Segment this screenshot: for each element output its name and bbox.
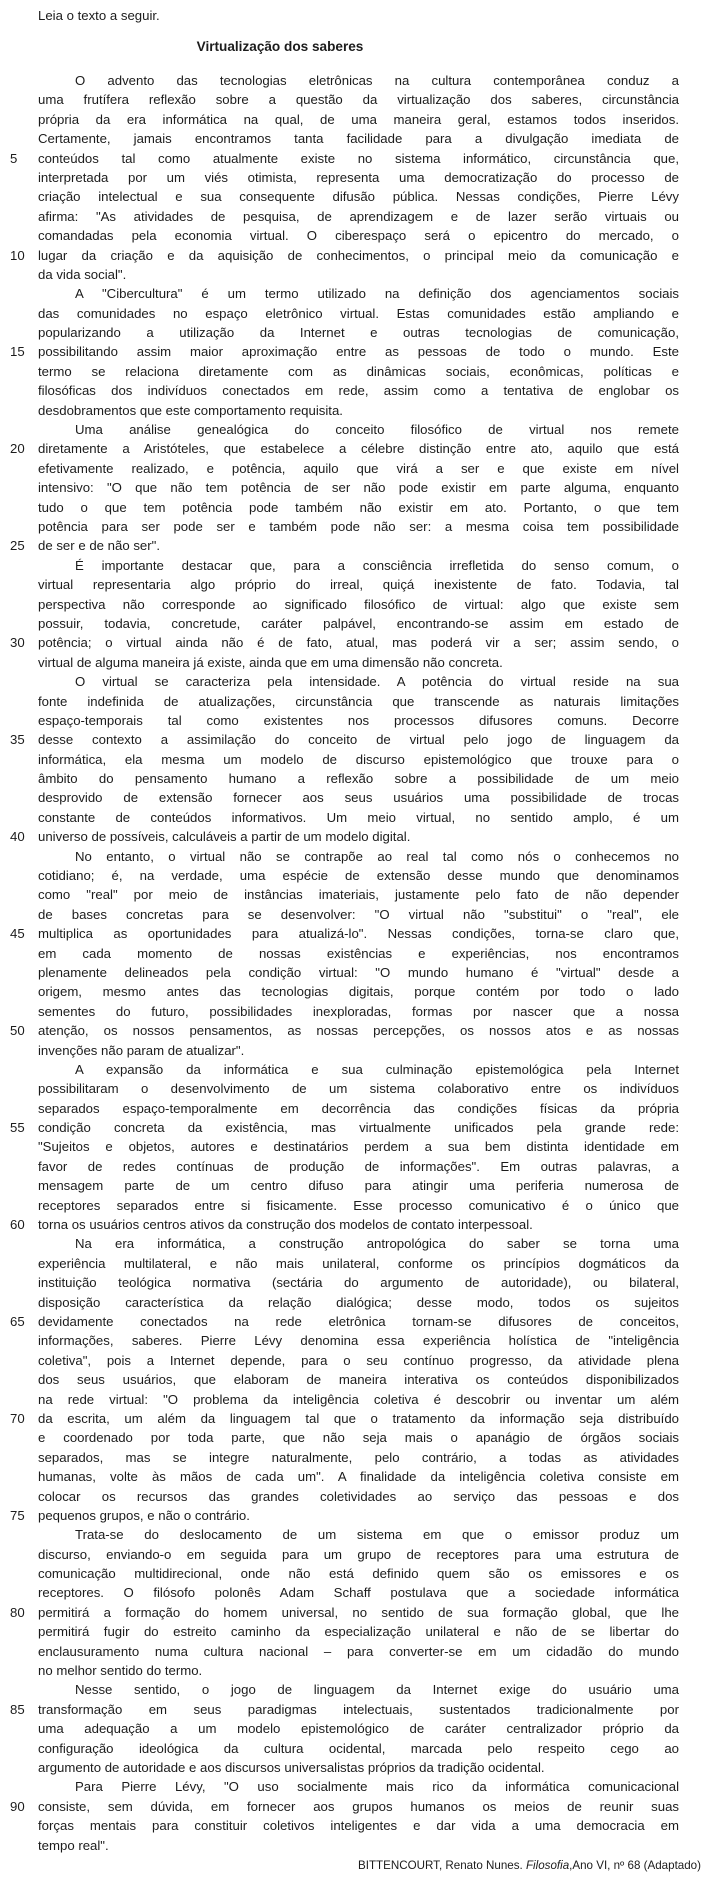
line-number [0,1816,38,1835]
text-line-row [0,924,710,943]
line-number [0,1390,38,1409]
text-line-row [0,226,710,245]
text-line: efetivamente realizado, e potência, aquilo que virá a ser e que existe em nível [38,460,679,476]
text-line-row [0,478,710,497]
text-line-row [0,1041,710,1060]
text-line-row [0,1215,710,1234]
text-line: favor de redes contínuas de produção de informações". Em outras palavras, a [38,1158,679,1174]
text-line-row [0,1234,710,1253]
line-number: 35 [10,732,25,748]
text-line: No entanto, o virtual não se contrapõe ao real tal como nós o conhecemos no [75,848,679,864]
text-line-row [0,1836,710,1855]
line-number: 60 [10,1217,25,1233]
text-line-row [0,653,710,672]
text-line-row [0,827,710,846]
line-number [0,71,38,90]
line-number: 85 [10,1701,25,1717]
line-number [0,323,38,342]
text-line-row [0,1525,710,1544]
line-number [0,1583,38,1602]
line-number [0,1099,38,1118]
text-line-row [0,1060,710,1079]
line-number [0,381,38,400]
line-number [0,401,38,420]
line-number [0,1137,38,1156]
line-number: 45 [10,926,25,942]
text-line: termo se relaciona diretamente com as dinâmicas sociais, econômicas, políticas e [38,363,679,379]
text-line-row [0,711,710,730]
line-number [0,1739,38,1758]
line-number [0,420,38,439]
text-line: da vida social". [38,266,127,282]
line-number [0,1487,38,1506]
line-number: 25 [10,538,25,554]
line-number [0,1234,38,1253]
text-line: consiste, sem dúvida, em fornecer aos grupos humanos os meios de reunir suas [38,1798,679,1814]
line-number [0,1448,38,1467]
text-line: comunicação multidirecional, onde não está definido quem são os emissores e os [38,1566,679,1582]
text-line: Na era informática, a construção antropológica do saber se torna uma [75,1236,679,1252]
text-line: A "Cibercultura" é um termo utilizado na definição dos agenciamentos sociais [75,286,679,302]
text-line: comandadas pela economia virtual. O ciberespaço será o epicentro do mercado, o [38,228,679,244]
text-line-row [0,769,710,788]
line-number [0,711,38,730]
text-line: virtual representaria algo próprio do irreal, quiçá inexistente de fato. Todavia, tal [38,577,679,593]
text-line-row [0,808,710,827]
text-line: enclausuramento numa cultura nacional – para converter-se em um cidadão do mundo [38,1643,679,1659]
line-number [0,1041,38,1060]
line-number [0,1467,38,1486]
text-line-row [0,1370,710,1389]
text-line: tempo real". [38,1837,109,1853]
line-number [0,1176,38,1195]
text-line: uma frutífera reflexão sobre a questão da virtualização dos saberes, circunstância [38,92,679,108]
text-line-row [0,187,710,206]
text-line: discurso, enviando-o em seguida para um grupo de receptores para uma estrutura de [38,1546,679,1562]
line-number: 65 [10,1314,25,1329]
line-number [0,207,38,226]
text-line-row [0,1603,710,1622]
text-line: Certamente, jamais encontramos tanta facilidade para a divulgação imediata de [38,131,679,147]
text-line: da escrita, um além da linguagem tal que o tratamento da informação seja distribuído [38,1410,679,1426]
text-line: virtual de alguma maneira já existe, ainda que em uma dimensão não concreta. [38,654,503,670]
text-line-row [0,1758,710,1777]
text-line-row [0,730,710,749]
line-number [0,1293,38,1312]
line-number [0,866,38,885]
text-line: atenção, os nossos pensamentos, as nossas percepções, os nossos atos e as nossas [38,1023,679,1039]
text-line-row [0,90,710,109]
text-line-row [0,1157,710,1176]
text-line-row [0,110,710,129]
text-line: potência; o virtual ainda não é de fato, atual, mas poderá vir a ser; assim sendo, o [38,635,679,651]
line-number [0,885,38,904]
line-number [0,1836,38,1855]
text-line-row [0,342,710,361]
text-line: informática, ela mesma um modelo de discurso epistemológico que trouxe para o [38,751,679,767]
text-line: permitirá a formação do homem universal, no sentido de sua formação global, que lhe [38,1604,679,1620]
line-number [0,1002,38,1021]
line-number [0,168,38,187]
text-line: O advento das tecnologias eletrônicas na cultura contemporânea conduz a [75,73,679,88]
text-line-row [0,1409,710,1428]
line-number [0,808,38,827]
text-line-row [0,1099,710,1118]
text-line-row [0,1254,710,1273]
text-line-row [0,847,710,866]
text-line: intensivo: "O que não tem potência de ser não pode existir em parte alguma, enquanto [38,480,679,496]
text-line-row [0,1739,710,1758]
text-line: espaço-temporais tal como existentes nos processos difusores comuns. Decorre [38,712,679,728]
text-line-row [0,71,710,90]
line-number: 80 [10,1604,25,1620]
text-line: receptores separados entre si fisicamente. Esse processo comunicativo é o único que [38,1197,679,1213]
text-line-row [0,672,710,691]
text-line: possibilitaram o desenvolvimento de um sistema colaborativo entre os indivíduos [38,1081,679,1097]
text-line-row [0,459,710,478]
text-line: lugar da criação e da aquisição de conhecimentos, o principal meio da comunicação e [38,247,679,263]
text-line: receptores. O filósofo polonês Adam Schaff postulava que a sociedade informática [38,1585,679,1601]
text-line: experiência multilateral, e não mais unilateral, conforme os princípios dogmáticos da [38,1255,679,1271]
text-line-row [0,750,710,769]
line-number [0,1157,38,1176]
text-line: condição concreta da existência, mas virtualmente unificados pela grande rede: [38,1120,679,1136]
text-line: plenamente delineados pela condição virtual: "O mundo humano é "virtual" desde a [38,964,679,980]
text-line: uma adequação a um modelo epistemológico de caráter centralizador próprio da [38,1721,679,1737]
text-line: Uma análise genealógica do conceito filosófico de virtual nos remete [75,422,679,438]
line-number [0,304,38,323]
text-line: filosóficas dos indivíduos conectados em rede, assim como a tentativa de englobar os [38,383,679,399]
text-line: Nesse sentido, o jogo de linguagem da Internet exige do usuário uma [75,1682,679,1698]
text-line-row [0,362,710,381]
text-line-row [0,595,710,614]
text-line: O virtual se caracteriza pela intensidade. A potência do virtual reside na sua [75,674,679,690]
line-number [0,692,38,711]
line-number [0,1254,38,1273]
text-line: coletiva", pois a Internet depende, para o seu contínuo progresso, da atividade plena [38,1352,679,1368]
text-line-row [0,1118,710,1137]
text-line-row [0,866,710,885]
text-line: criação intelectual e sua consequente difusão pública. Nessas condições, Pierre Lévy [38,189,679,205]
line-number [0,1642,38,1661]
text-line: interpretada por um viés otimista, representa uma democratização do processo de [38,169,679,185]
text-line-row [0,1487,710,1506]
text-line-row [0,439,710,458]
line-number [0,595,38,614]
text-line-row [0,1312,710,1331]
text-line: universo de possíveis, calculáveis a partir de um modelo digital. [38,829,411,845]
line-number: 90 [10,1798,25,1814]
citation-author: BITTENCOURT, Renato Nunes. [358,1858,526,1872]
line-number: 15 [10,344,25,360]
text-line-row [0,614,710,633]
line-number [0,672,38,691]
text-line-row [0,1351,710,1370]
text-line-row [0,168,710,187]
line-number [0,1777,38,1796]
text-line-row [0,1176,710,1195]
text-line-row [0,1196,710,1215]
text-line-row [0,149,710,168]
line-number [0,1719,38,1738]
line-number [0,769,38,788]
text-line-row [0,575,710,594]
text-line: torna os usuários centros ativos da construção dos modelos de contato interpessoal. [38,1217,533,1233]
text-line: na rede virtual: "O problema da inteligência coletiva é descobrir ou inventar um além [38,1391,679,1407]
line-number [0,459,38,478]
citation-issue: ,Ano VI, nº 68 (Adaptado) [569,1858,701,1872]
text-line-row [0,517,710,536]
line-number [0,1564,38,1583]
text-body [0,71,710,1855]
text-line-row [0,265,710,284]
text-line: conteúdos tal como atualmente existe no sistema informático, circunstância que, [38,150,679,166]
text-line: sementes do futuro, possibilidades inexploradas, formas por nascer que a nossa [38,1003,679,1019]
line-number [0,1196,38,1215]
text-line-row [0,1079,710,1098]
line-number [0,1545,38,1564]
text-line-row [0,1467,710,1486]
line-number [0,788,38,807]
text-line: Trata-se do deslocamento de um sistema em que o emissor produz um [75,1527,679,1543]
line-number: 30 [10,635,25,651]
text-line: humanas, volte às mãos de cada um". A finalidade da inteligência coletiva consiste em [38,1469,679,1485]
text-line: configuração ideológica da cultura ocidental, marcada pelo respeito cego ao [38,1740,679,1756]
text-line-row [0,1583,710,1602]
text-line: mensagem parte de um centro difuso para atingir uma periferia numerosa de [38,1178,679,1194]
text-line-row [0,982,710,1001]
line-number [0,1661,38,1680]
citation-work-title: Filosofia [525,1858,570,1872]
text-line-row [0,1545,710,1564]
text-line-row [0,536,710,555]
text-line-row [0,1777,710,1796]
text-line-row [0,1622,710,1641]
text-line: no melhor sentido do termo. [38,1663,203,1679]
line-number: 40 [10,829,25,845]
text-line-row [0,246,710,265]
text-line-row [0,556,710,575]
text-line-row [0,1564,710,1583]
text-line: disposição característica da relação dialógica; desse modo, todos os sujeitos [38,1294,679,1310]
text-line: âmbito do pensamento humano a reflexão sobre a possibilidade de um meio [38,771,679,787]
text-line: multiplica as oportunidades para atualizá-lo". Nessas condições, torna-se claro que, [38,926,679,942]
line-number [0,129,38,148]
line-number [0,498,38,517]
text-line-row [0,1700,710,1719]
line-number [0,1680,38,1699]
text-line: dos seus usuários, que elaboram de maneira interativa os conteúdos disponibilizados [38,1372,679,1388]
line-number: 55 [10,1120,25,1136]
text-line: invenções não param de atualizar". [38,1042,245,1058]
text-line-row [0,1642,710,1661]
text-line-row [0,944,710,963]
text-line: forças mentais para constituir coletivos inteligentes e dar vida a uma democracia em [38,1818,679,1834]
text-line: "Sujeitos e objetos, autores e destinatários perdem a sua bem distinta identidade em [38,1139,679,1155]
text-line-row [0,381,710,400]
text-line: constante de conteúdos informativos. Um meio virtual, no sentido amplo, é um [38,809,679,825]
text-line-row [0,963,710,982]
text-line: tudo o que tem potência pode também não existir em ato. Portanto, o que tem [38,499,679,515]
text-line: desprovido de extensão fornecer aos seus usuários uma possibilidade de trocas [38,790,679,806]
line-number [0,1622,38,1641]
text-line: de bases concretas para se desenvolver: "O virtual não "substitui" o "real", ele [38,906,679,922]
text-line: origem, mesmo antes das tecnologias digitais, porque contém por todo o lado [38,984,679,1000]
text-line-row [0,1331,710,1350]
text-line-row [0,498,710,517]
text-line-row [0,1021,710,1040]
line-number: 20 [10,441,25,457]
text-line-row [0,885,710,904]
line-number [0,556,38,575]
text-line: popularizando a utilização da Internet e outras tecnologias de comunicação, [38,325,679,341]
text-line-row [0,420,710,439]
line-number: 50 [10,1023,25,1039]
line-number [0,1525,38,1544]
line-number [0,1079,38,1098]
line-number [0,750,38,769]
text-line-row [0,1797,710,1816]
line-number [0,905,38,924]
text-line: A expansão da informática e sua culminação epistemológica pela Internet [75,1061,679,1077]
text-line-row [0,1680,710,1699]
line-number [0,187,38,206]
text-line-row [0,323,710,342]
line-number [0,944,38,963]
text-line-row [0,284,710,303]
line-number [0,982,38,1001]
text-line: informações, saberes. Pierre Lévy denomina essa experiência holística de "inteligência [38,1333,679,1349]
line-number [0,90,38,109]
text-line-row [0,1816,710,1835]
text-line: É importante destacar que, para a consciência irrefletida do senso comum, o [75,557,679,573]
text-line: afirma: "As atividades de pesquisa, de aprendizagem e de lazer serão virtuais ou [38,208,679,224]
line-number [0,517,38,536]
line-number: 70 [10,1410,25,1426]
line-number [0,847,38,866]
text-line: das comunidades no espaço eletrônico virtual. Estas comunidades estão ampliando e [38,305,679,321]
text-line-row [0,207,710,226]
line-number [0,110,38,129]
text-line: diretamente a Aristóteles, que estabelece a célebre distinção entre ato, aquilo que está [38,441,679,457]
text-line: perspectiva não corresponde ao significado filosófico de virtual: algo que existe sem [38,596,679,612]
page-title: Virtualização dos saberes [196,39,364,54]
text-line-row [0,401,710,420]
text-line-row [0,1273,710,1292]
text-line: cotidiano; é, na verdade, uma espécie de extensão desse mundo que denominamos [38,868,679,884]
line-number: 5 [10,150,18,166]
line-number: 10 [10,247,25,263]
text-line-row [0,1390,710,1409]
text-line: como "real" por meio de instâncias imateriais, justamente pelo fato de não depender [38,887,679,903]
text-line: em cada momento de nossas existências e experiências, nos encontramos [38,945,679,961]
text-line-row [0,1428,710,1447]
text-line: colocar os recursos das grandes coletividades ao serviço das pessoas e dos [38,1488,679,1504]
text-line-row [0,1719,710,1738]
text-line: separados espaço-temporalmente em decorrência das condições físicas da própria [38,1100,679,1116]
line-number [0,265,38,284]
line-number [0,1273,38,1292]
text-line: e coordenado por toda parte, que não seja mais o apanágio de órgãos sociais [38,1430,679,1446]
text-line-row [0,692,710,711]
text-line-row [0,1002,710,1021]
text-line: Para Pierre Lévy, "O uso socialmente mais rico da informática comunicacional [75,1779,679,1795]
text-line: devidamente conectados na rede eletrônica tornam-se difusores de conceitos, [38,1314,679,1329]
text-line-row [0,1448,710,1467]
line-number: 75 [10,1507,25,1523]
text-line-row [0,1506,710,1525]
line-number [0,963,38,982]
instruction-text: Leia o texto a seguir. [38,8,160,23]
line-number [0,614,38,633]
text-line-row [0,788,710,807]
text-line-row [0,304,710,323]
line-number [0,284,38,303]
text-line-row [0,129,710,148]
text-line: transformação em seus paradigmas intelectuais, sustentados tradicionalmente por [38,1701,679,1717]
line-number [0,478,38,497]
text-line: fonte indefinida de atualizações, circunstância que transcende as naturais limitações [38,693,679,709]
line-number [0,226,38,245]
text-line: instituição teológica normativa (sectária do argumento de autoridade), ou bilateral, [38,1275,679,1291]
text-line-row [0,1293,710,1312]
line-number [0,1331,38,1350]
text-line: de ser e de não ser". [38,538,160,554]
text-line: possibilitando assim maior aproximação entre as pessoas de todo o mundo. Este [38,344,679,360]
text-line: desdobramentos que este comportamento requisita. [38,402,343,418]
line-number [0,653,38,672]
text-line: possuir, todavia, concretude, caráter palpável, encontrando-se assim em estado de [38,615,679,631]
text-line-row [0,1137,710,1156]
text-line-row [0,633,710,652]
line-number [0,1428,38,1447]
line-number [0,1758,38,1777]
text-line-row [0,1661,710,1680]
text-line: própria da era informática na qual, de uma maneira geral, estamos todos inseridos. [38,111,679,127]
citation [0,1859,710,1873]
line-number [0,1351,38,1370]
text-line-row [0,905,710,924]
line-number [0,1370,38,1389]
line-number [0,575,38,594]
text-line: argumento de autoridade e aos discursos universalistas próprios da tradição ocidental. [38,1759,545,1775]
text-line: separados, mas se integre naturalmente, pelo contrário, a todas as atividades [38,1449,679,1465]
line-number [0,362,38,381]
text-line: permitirá fugir do estreito caminho da especialização unilateral e não de se libertar do [38,1624,679,1640]
line-number [0,1060,38,1079]
text-line: potência para ser pode ser e também pode não ser: a mesma coisa tem possibilidade [38,518,679,534]
text-line: desse contexto a assimilação do conceito de virtual pelo jogo de linguagem da [38,732,679,748]
text-line: pequenos grupos, e não o contrário. [38,1507,250,1523]
